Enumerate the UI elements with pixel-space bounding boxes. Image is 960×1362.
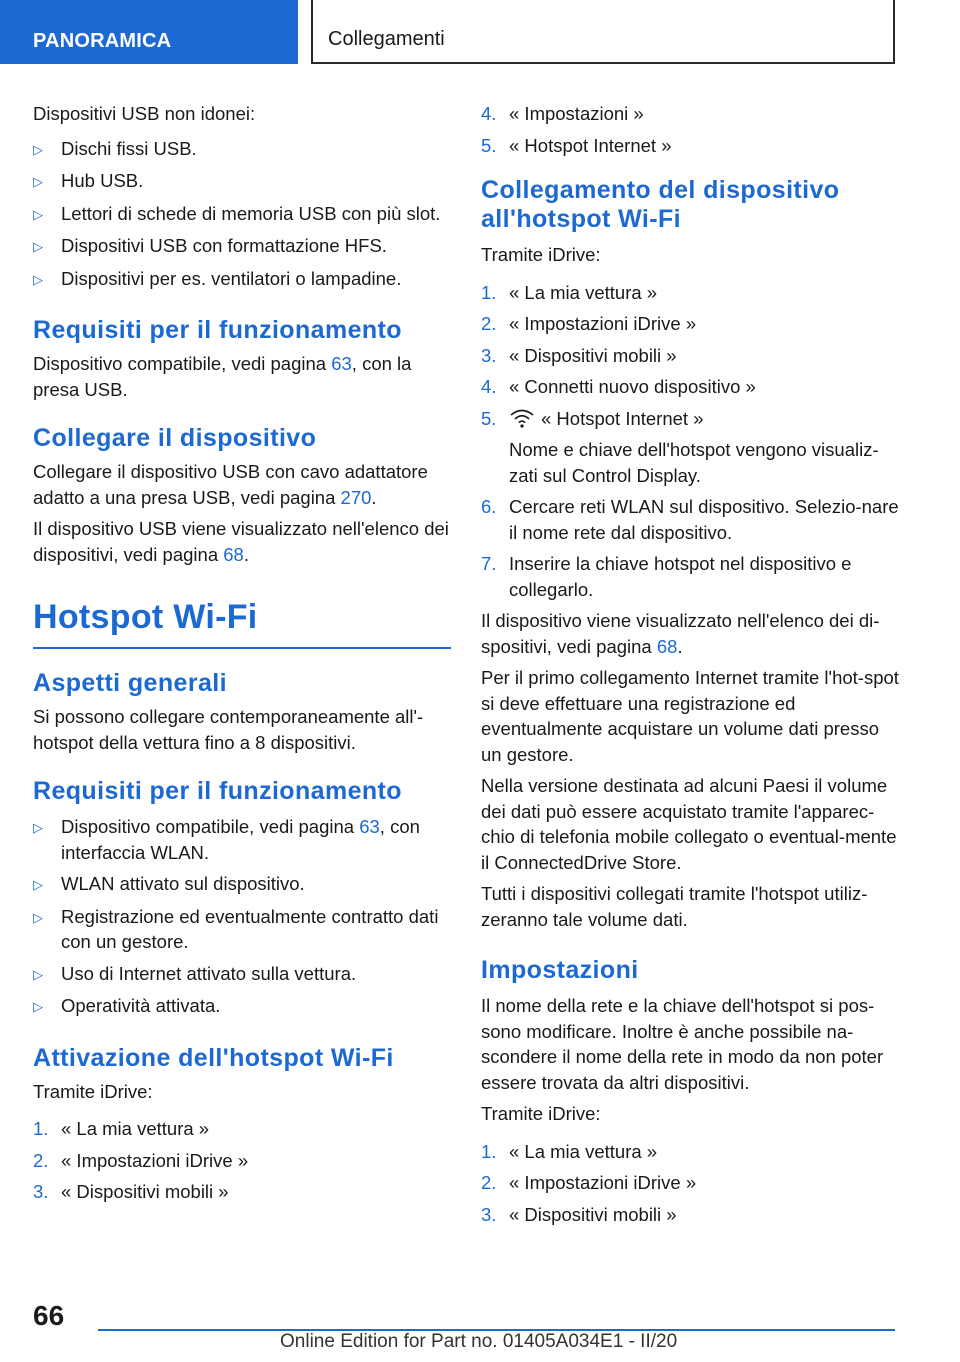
general-aspects-text: Si possono collegare contemporaneamente all'-hotspot della vettura fino a 8 dispositivi.: [33, 706, 424, 753]
triangle-bullet-icon: ▷: [33, 239, 43, 254]
left-column: [33, 101, 451, 1211]
step-item: 3. « Dispositivi mobili »: [33, 1181, 229, 1202]
list-item: ▷ Dispositivi per es. ventilatori o lampadine.: [33, 266, 451, 293]
step-item: 1. « La mia vettura »: [33, 1118, 210, 1139]
connect-device-text: Collegare il dispositivo USB con cavo adattatore adatto a una presa USB, vedi pagina 270.: [33, 461, 428, 508]
step-note: Nome e chiave dell'hotspot vengono visualiz-zati sul Control Display.: [509, 439, 879, 486]
settings-heading: Impostazioni: [481, 956, 639, 984]
hotspot-wifi-heading: Hotspot Wi-Fi: [33, 597, 451, 649]
right-column: [481, 101, 899, 1233]
triangle-bullet-icon: ▷: [33, 271, 43, 287]
usb-unsuitable-intro: Dispositivi USB non idonei:: [33, 103, 256, 124]
page-link[interactable]: 68: [656, 635, 678, 657]
device-list-text: Il dispositivo USB viene visualizzato nell'elenco dei dispositivi, vedi pagina 68.: [33, 518, 449, 565]
requirements-usb-heading: Requisiti per il funzionamento: [33, 316, 402, 344]
triangle-bullet-icon: ▷: [33, 174, 43, 189]
list-item: ▷ Dispositivo compatibile, vedi pagina 63, con interfaccia WLAN.: [33, 814, 451, 865]
activation-intro: Tramite iDrive:: [33, 1080, 153, 1102]
list-item: ▷ Operatività attivata.: [33, 993, 451, 1020]
page-link[interactable]: 68: [223, 543, 244, 565]
step-item: 1. « La mia vettura »: [481, 281, 658, 303]
requirements-hotspot-heading: Requisiti per il funzionamento: [33, 777, 402, 805]
step-item: 7. Inserire la chiave hotspot nel dispositivo e collegarlo.: [481, 553, 852, 600]
shared-volume-text: Tutti i dispositivi collegati tramite l'hotspot utiliz-zeranno tale volume dati.: [481, 883, 868, 930]
list-item: ▷ Uso di Internet attivato sulla vettura.: [33, 961, 451, 988]
section-tab[interactable]: Collegamenti: [311, 0, 895, 64]
list-item: ▷ Dischi fissi USB.: [33, 136, 451, 163]
step-item: 2. « Impostazioni iDrive »: [481, 313, 697, 334]
countries-text: Nella versione destinata ad alcuni Paesi il volume dei dati può essere acquistato tramite l'apparec-chio di telefonia mobile collegato o eventual-mente il ConnectedDrive Store.: [481, 775, 897, 873]
list-item: ▷ Hub USB.: [33, 168, 451, 195]
general-aspects-heading: Aspetti generali: [33, 669, 227, 697]
step-item: 3. « Dispositivi mobili »: [481, 344, 677, 366]
step-item: 6. Cercare reti WLAN sul dispositivo. Selezio-nare il nome rete dal dispositivo.: [481, 496, 899, 543]
hotspot-activation-heading: Attivazione dell'hotspot Wi-Fi: [33, 1043, 394, 1072]
list-item: ▷ Dispositivi USB con formattazione HFS.: [33, 233, 451, 260]
edition-footer: Online Edition for Part no. 01405A034E1 - II/20: [280, 1331, 678, 1352]
page-link[interactable]: 63: [359, 816, 380, 837]
step-item: 2. « Impostazioni iDrive »: [33, 1149, 249, 1171]
wifi-icon: [509, 408, 535, 428]
step-item: 5. « Hotspot Internet »: [481, 134, 672, 156]
settings-text: Il nome della rete e la chiave dell'hotspot si pos-sono modificare. Inoltre è anche possibile na-scondere il nome della rete in modo da non poter essere trovata da altri dispositivi.: [481, 995, 884, 1093]
chapter-tab[interactable]: PANORAMICA: [0, 0, 298, 64]
list-item: ▷ Lettori di schede di memoria USB con più slot.: [33, 201, 451, 228]
requirements-usb-text: Dispositivo compatibile, vedi pagina 63, con la presa USB.: [33, 353, 412, 400]
list-item: ▷ Registrazione ed eventualmente contratto dati con un gestore.: [33, 904, 451, 955]
step-item: 3. « Dispositivi mobili »: [481, 1203, 677, 1225]
step-item: 4. « Impostazioni »: [481, 103, 644, 124]
connect-device-heading: Collegare il dispositivo: [33, 424, 317, 452]
triangle-bullet-icon: ▷: [33, 206, 43, 222]
triangle-bullet-icon: ▷: [33, 877, 43, 892]
triangle-bullet-icon: ▷: [33, 966, 43, 982]
page-link[interactable]: 270: [340, 486, 372, 508]
connect-hotspot-heading: Collegamento del dispositivo all'hotspot Wi-Fi: [481, 176, 840, 233]
triangle-bullet-icon: ▷: [33, 999, 43, 1014]
step-item: 4. « Connetti nuovo dispositivo »: [481, 376, 756, 397]
triangle-bullet-icon: ▷: [33, 820, 43, 835]
step-item: 2. « Impostazioni iDrive »: [481, 1172, 697, 1193]
settings-intro: Tramite iDrive:: [481, 1103, 601, 1124]
list-item: ▷ WLAN attivato sul dispositivo.: [33, 871, 451, 898]
page-number: 66: [33, 1300, 65, 1331]
triangle-bullet-icon: ▷: [33, 909, 43, 925]
step-item: 5. « Hotspot Internet » Nome e chiave dell'hotspot vengono visualiz-zati sul Control Display.: [481, 406, 899, 489]
page-link[interactable]: 63: [331, 353, 352, 374]
triangle-bullet-icon: ▷: [33, 141, 43, 157]
device-list-text: Il dispositivo viene visualizzato nell'elenco dei di-spositivi, vedi pagina 68.: [481, 610, 880, 657]
step-item: 1. « La mia vettura »: [481, 1140, 658, 1162]
first-connection-text: Per il primo collegamento Internet tramite l'hot-spot si deve effettuare una registrazione ed eventualmente acquistare un volume dati presso un gestore.: [481, 667, 899, 765]
connect-hotspot-intro: Tramite iDrive:: [481, 244, 601, 265]
